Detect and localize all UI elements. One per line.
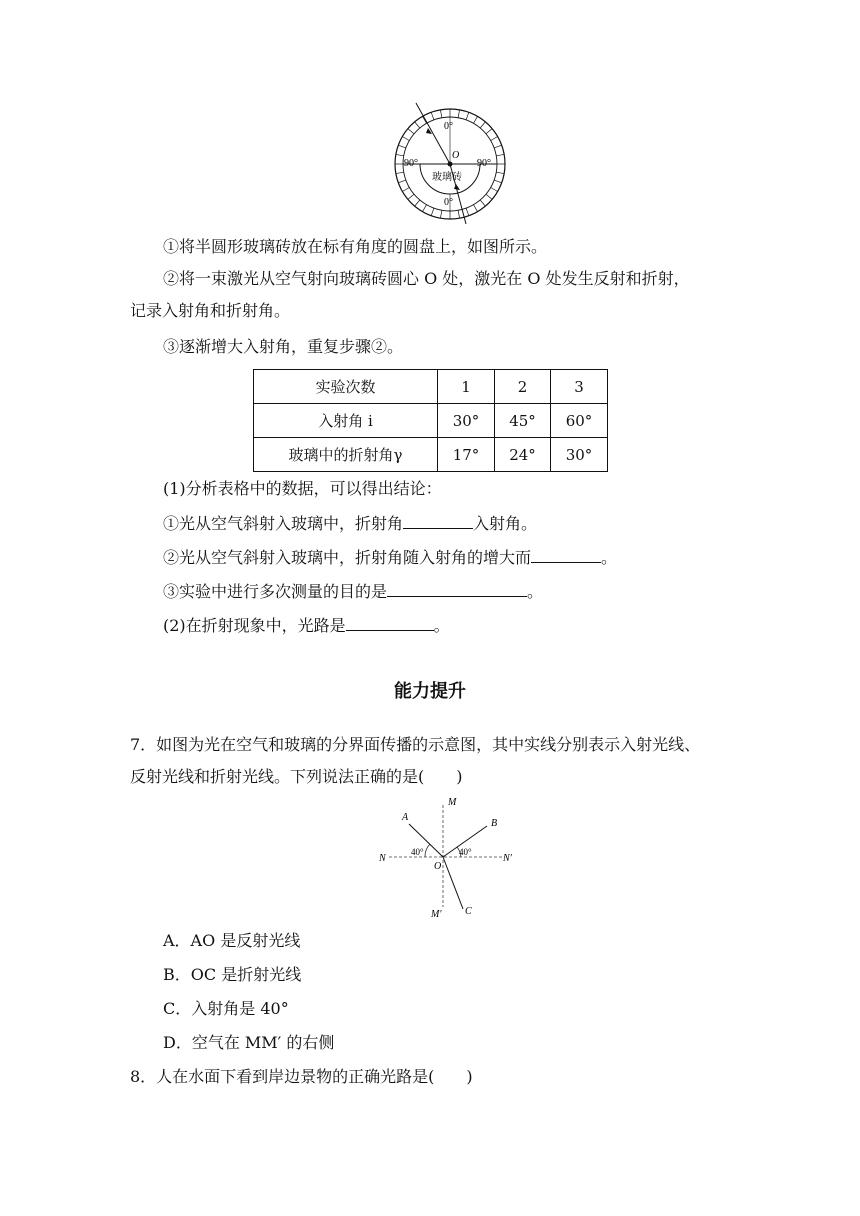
data-table <box>253 369 608 472</box>
protractor-tick <box>474 116 478 123</box>
protractor-tick <box>423 205 427 212</box>
protractor-tick <box>480 200 485 206</box>
fig2-angle-left: 40° <box>411 847 424 857</box>
table-cell: 2 <box>495 370 551 404</box>
table-cell: 24° <box>495 438 551 472</box>
answer-blank[interactable] <box>531 546 601 563</box>
protractor-tick <box>491 188 498 192</box>
q3-text-after: 。 <box>527 582 544 601</box>
protractor-tick <box>480 122 485 128</box>
protractor-tick <box>431 112 434 120</box>
protractor-tick <box>398 180 406 183</box>
q7-option-d: D．空气在 MM′ 的右侧 <box>163 1033 335 1052</box>
fig2-label-M-prime: M′ <box>431 909 442 920</box>
table-cell: 30° <box>438 404 495 438</box>
protractor-tick <box>494 145 502 148</box>
protractor-figure <box>390 98 510 230</box>
table-cell: 1 <box>438 370 495 404</box>
question-2 <box>163 546 617 569</box>
fig1-zero-bottom: 0° <box>444 197 453 208</box>
fig1-ninety-right: 90° <box>477 158 491 169</box>
protractor-tick <box>466 208 469 216</box>
q7-stem-line1: 7．如图为光在空气和玻璃的分界面传播的示意图，其中实线分别表示入射光线、 <box>130 735 701 754</box>
fig2-label-M: M <box>448 797 457 808</box>
protractor-tick <box>396 154 404 155</box>
step-2: ②将一束激光从空气射向玻璃砖圆心 O 处，激光在 O 处发生反射和折射， <box>163 269 690 288</box>
protractor-tick <box>474 205 478 212</box>
protractor-tick <box>402 188 409 192</box>
table-cell: 入射角 i <box>254 404 438 438</box>
fig2-label-A: A <box>402 812 409 823</box>
analysis-intro: (1)分析表格中的数据，可以得出结论： <box>163 479 442 498</box>
answer-blank[interactable] <box>403 512 473 529</box>
protractor-tick <box>408 194 414 199</box>
step-2-cont: 记录入射角和折射角。 <box>130 301 291 320</box>
q1-text-after: 入射角。 <box>473 514 538 533</box>
q7-option-b: B．OC 是折射光线 <box>163 965 302 984</box>
fig2-angle-right: 40° <box>459 847 472 857</box>
q4-text-after: 。 <box>433 616 450 635</box>
table-cell: 玻璃中的折射角γ <box>254 438 438 472</box>
protractor-tick <box>486 194 492 199</box>
protractor-tick <box>415 122 420 128</box>
step-1: ①将半圆形玻璃砖放在标有角度的圆盘上，如图所示。 <box>163 237 548 256</box>
protractor-tick <box>466 112 469 120</box>
q7-stem-line2: 反射光线和折射光线。下列说法正确的是( ) <box>130 767 463 786</box>
protractor-tick <box>496 154 504 155</box>
protractor-tick <box>458 210 459 218</box>
q7-option-a: A．AO 是反射光线 <box>163 931 301 950</box>
fig2-label-B: B <box>491 818 498 829</box>
protractor-tick <box>440 110 441 118</box>
protractor-tick <box>496 172 504 173</box>
q7-option-c: C．入射角是 40° <box>163 999 289 1018</box>
fig2-label-N: N <box>379 853 386 864</box>
q4-text: (2)在折射现象中，光路是 <box>163 616 346 635</box>
q2-text: ②光从空气斜射入玻璃中，折射角随入射角的增大而 <box>163 548 532 567</box>
protractor-tick <box>486 129 492 134</box>
question-1 <box>163 512 537 535</box>
fig1-glass-label: 玻璃砖 <box>432 172 462 183</box>
table-row <box>254 404 608 438</box>
fig1-center-label: O <box>452 150 460 161</box>
table-cell: 17° <box>438 438 495 472</box>
protractor-tick <box>431 208 434 216</box>
table-cell: 实验次数 <box>254 370 438 404</box>
q1-text: ①光从空气斜射入玻璃中，折射角 <box>163 514 404 533</box>
table-row <box>254 370 608 404</box>
protractor-tick <box>415 200 420 206</box>
q3-text: ③实验中进行多次测量的目的是 <box>163 582 388 601</box>
protractor-tick <box>398 145 406 148</box>
protractor-tick <box>440 210 441 218</box>
answer-blank[interactable] <box>387 580 527 597</box>
step-3: ③逐渐增大入射角，重复步骤②。 <box>163 337 404 356</box>
table-row <box>254 438 608 472</box>
question-3 <box>163 580 543 603</box>
table-cell: 3 <box>551 370 608 404</box>
q8-stem: 8．人在水面下看到岸边景物的正确光路是( ) <box>130 1067 473 1086</box>
protractor-tick <box>494 180 502 183</box>
fig2-label-N-prime: N′ <box>503 853 512 864</box>
interface-figure <box>375 793 525 921</box>
fig1-zero-top: 0° <box>444 121 453 132</box>
section-heading: 能力提升 <box>394 681 466 702</box>
answer-blank[interactable] <box>346 614 434 631</box>
fig2-label-C: C <box>465 906 472 917</box>
table-cell: 45° <box>495 404 551 438</box>
protractor-tick <box>458 110 459 118</box>
fig1-ninety-left: 90° <box>404 158 418 169</box>
protractor-tick <box>396 172 404 173</box>
protractor-tick <box>408 129 414 134</box>
table-cell: 30° <box>551 438 608 472</box>
table-cell: 60° <box>551 404 608 438</box>
question-4 <box>163 614 450 637</box>
protractor-tick <box>491 137 498 141</box>
protractor-tick <box>402 137 409 141</box>
fig2-label-O: O <box>434 861 442 872</box>
q2-text-after: 。 <box>601 548 618 567</box>
